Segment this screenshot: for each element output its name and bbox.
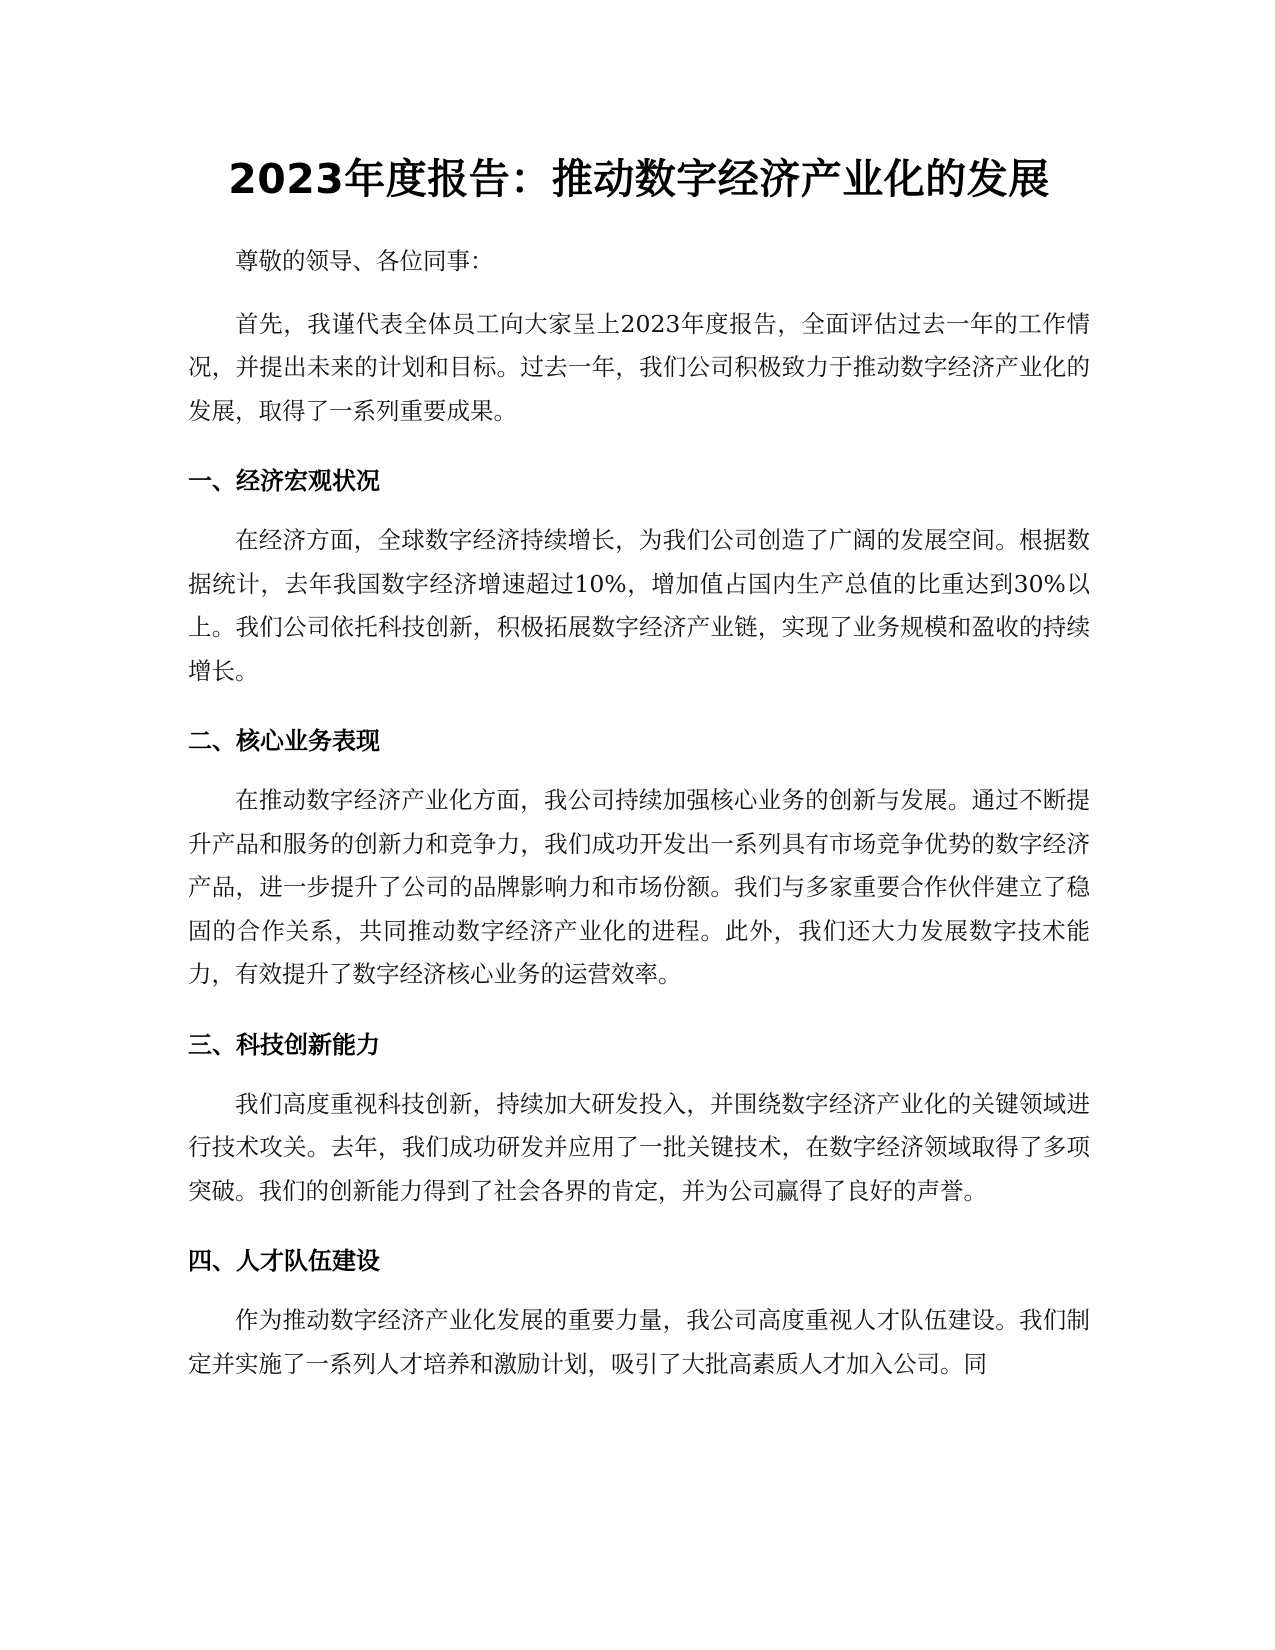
document-body <box>188 148 1090 1386</box>
section-talent <box>188 1241 1090 1386</box>
section-paragraph: 在推动数字经济产业化方面，我公司持续加强核心业务的创新与发展。通过不断提升产品和服务的创新力和竞争力，我们成功开发出一系列具有市场竞争优势的数字经济产品，进一步提升了公司的品牌影响力和市场份额。我们与多家重要合作伙伴建立了稳固的合作关系，共同推动数字经济产业化的进程。此外，我们还大力发展数字技术能力，有效提升了数字经济核心业务的运营效率。 <box>188 786 1090 988</box>
section-paragraph: 在经济方面，全球数字经济持续增长，为我们公司创造了广阔的发展空间。根据数据统计，去年我国数字经济增速超过10%，增加值占国内生产总值的比重达到30%以上。我们公司依托科技创新，积极拓展数字经济产业链，实现了业务规模和盈收的持续增长。 <box>188 526 1090 685</box>
section-paragraph: 我们高度重视科技创新，持续加大研发投入，并围绕数字经济产业化的关键领域进行技术攻关。去年，我们成功研发并应用了一批关键技术，在数字经济领域取得了多项突破。我们的创新能力得到了社会各界的肯定，并为公司赢得了良好的声誉。 <box>188 1089 1090 1205</box>
section-heading: 一、经济宏观状况 <box>188 467 380 495</box>
section-heading: 三、科技创新能力 <box>188 1030 380 1059</box>
section-core-business <box>188 721 1090 997</box>
salutation: 尊敬的领导、各位同事： <box>235 247 494 275</box>
section-heading: 四、人才队伍建设 <box>188 1247 380 1275</box>
section-paragraph: 作为推动数字经济产业化发展的重要力量，我公司高度重视人才队伍建设。我们制定并实施了一系列人才培养和激励计划，吸引了大批高素质人才加入公司。同 <box>188 1306 1090 1378</box>
section-heading: 二、核心业务表现 <box>188 727 380 755</box>
section-innovation <box>188 1025 1090 1214</box>
intro-paragraph: 首先，我谨代表全体员工向大家呈上2023年度报告，全面评估过去一年的工作情况，并提出未来的计划和目标。过去一年，我们公司积极致力于推动数字经济产业化的发展，取得了一系列重要成果。 <box>188 309 1090 425</box>
document-title: 2023年度报告：推动数字经济产业化的发展 <box>228 155 1050 203</box>
section-economy <box>188 461 1090 693</box>
